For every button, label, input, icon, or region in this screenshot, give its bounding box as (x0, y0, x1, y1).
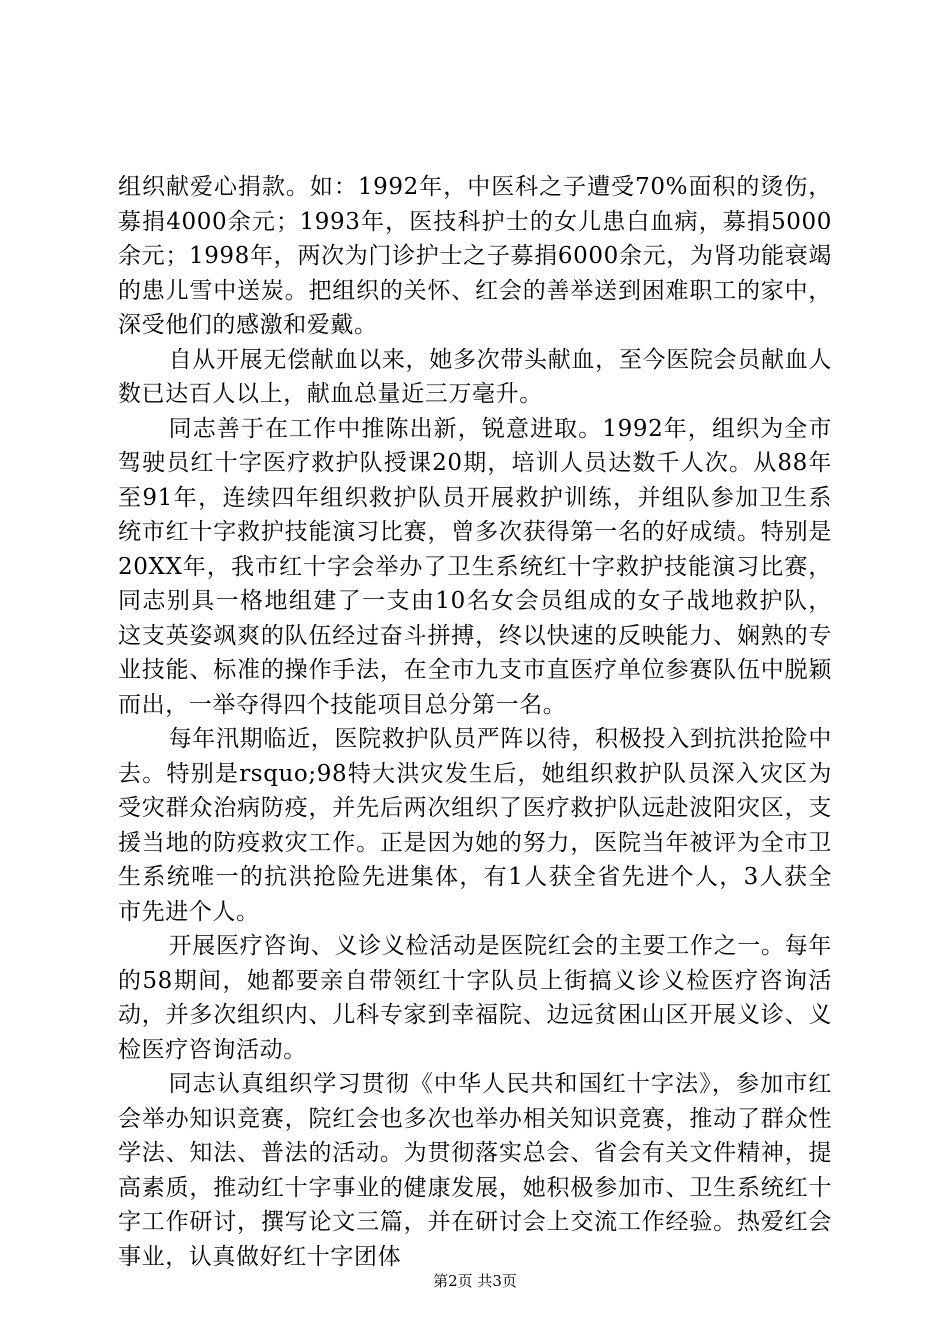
page-number-label: 第2页 共3页 (433, 1272, 517, 1290)
paragraph-3: 同志善于在工作中推陈出新，锐意进取。1992年，组织为全市驾驶员红十字医疗救护队授课20期，培训人员达数千人次。从88年至91年，连续四年组织救护队员开展救护训练，并组队参加卫生系统市红十字救护技能演习比赛，曾多次获得第一名的好成绩。特别是20XX年，我市红十字会举办了卫生系统红十字救护技能演习比赛，同志别具一格地组建了一支由10名女会员组成的女子战地救护队，这支英姿飒爽的队伍经过奋斗拼搏，终以快速的反映能力、娴熟的专业技能、标准的操作手法，在全市九支市直医疗单位参赛队伍中脱颖而出，一举夺得四个技能项目总分第一名。 (118, 415, 832, 718)
page-footer (0, 1271, 950, 1291)
document-body (118, 170, 832, 1274)
paragraph-1: 组织献爱心捐款。如：1992年，中医科之子遭受70%面积的烫伤，募捐4000余元；1993年，医技科护士的女儿患白血病，募捐5000余元；1998年，两次为门诊护士之子募捐6000余元，为肾功能衰竭的患儿雪中送炭。把组织的关怀、红会的善举送到困难职工的家中，深受他们的感激和爱戴。 (118, 174, 832, 338)
paragraph-2: 自从开展无偿献血以来，她多次带头献血，至今医院会员献血人数已达百人以上，献血总量近三万毫升。 (118, 346, 832, 407)
paragraph-5: 开展医疗咨询、义诊义检活动是医院红会的主要工作之一。每年的58期间，她都要亲自带领红十字队员上街搞义诊义检医疗咨询活动，并多次组织内、儿科专家到幸福院、边远贫困山区开展义诊、义检医疗咨询活动。 (118, 933, 832, 1063)
paragraph-6: 同志认真组织学习贯彻《中华人民共和国红十字法》，参加市红会举办知识竞赛，院红会也多次也举办相关知识竞赛，推动了群众性学法、知法、普法的活动。为贯彻落实总会、省会有关文件精神，提高素质，推动红十字事业的健康发展，她积极参加市、卫生系统红十字工作研讨，撰写论文三篇，并在研讨会上交流工作经验。热爱红会事业，认真做好红十字团体 (118, 1071, 832, 1270)
paragraph-4: 每年汛期临近，医院救护队员严阵以待，积极投入到抗洪抢险中去。特别是rsquo;98特大洪灾发生后，她组织救护队员深入灾区为受灾群众治病防疫，并先后两次组织了医疗救护队远赴波阳灾区，支援当地的防疫救灾工作。正是因为她的努力，医院当年被评为全市卫生系统唯一的抗洪抢险先进集体，有1人获全省先进个人，3人获全市先进个人。 (118, 726, 832, 925)
